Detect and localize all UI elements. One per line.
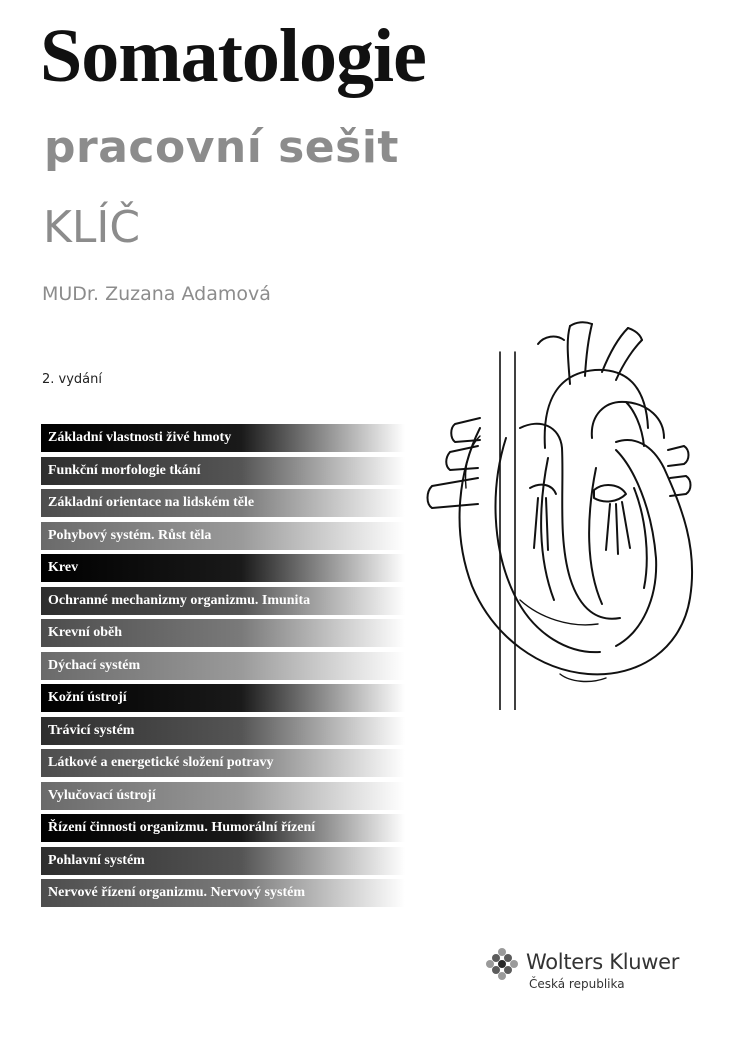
chapter-item: Vylučovací ústrojí	[41, 782, 405, 810]
chapter-list	[41, 424, 405, 912]
chapter-item: Pohlavní systém	[41, 847, 405, 875]
chapter-item: Řízení činnosti organizmu. Humorální řízení	[41, 814, 405, 842]
publisher-logo	[482, 944, 712, 994]
chapter-item: Nervové řízení organizmu. Nervový systém	[41, 879, 405, 907]
chapter-item: Základní orientace na lidském těle	[41, 489, 405, 517]
chapter-item: Krev	[41, 554, 405, 582]
chapter-item: Látkové a energetické složení potravy	[41, 749, 405, 777]
chapter-item: Kožní ústrojí	[41, 684, 405, 712]
chapter-item: Krevní oběh	[41, 619, 405, 647]
wolters-kluwer-logo-icon	[482, 944, 522, 984]
book-title: Somatologie	[40, 14, 426, 98]
chapter-item: Pohybový systém. Růst těla	[41, 522, 405, 550]
chapter-item: Funkční morfologie tkání	[41, 457, 405, 485]
author-name: MUDr. Zuzana Adamová	[42, 283, 271, 305]
chapter-item: Základní vlastnosti živé hmoty	[41, 424, 405, 452]
chapter-item: Trávicí systém	[41, 717, 405, 745]
publisher-name: Wolters Kluwer	[526, 950, 680, 974]
answer-key-label: KLÍČ	[43, 202, 141, 253]
publisher-country: Česká republika	[529, 977, 625, 991]
book-subtitle: pracovní sešit	[44, 122, 399, 173]
heart-anatomy-icon	[420, 318, 700, 710]
edition-label: 2. vydání	[42, 372, 102, 387]
chapter-item: Dýchací systém	[41, 652, 405, 680]
chapter-item: Ochranné mechanizmy organizmu. Imunita	[41, 587, 405, 615]
